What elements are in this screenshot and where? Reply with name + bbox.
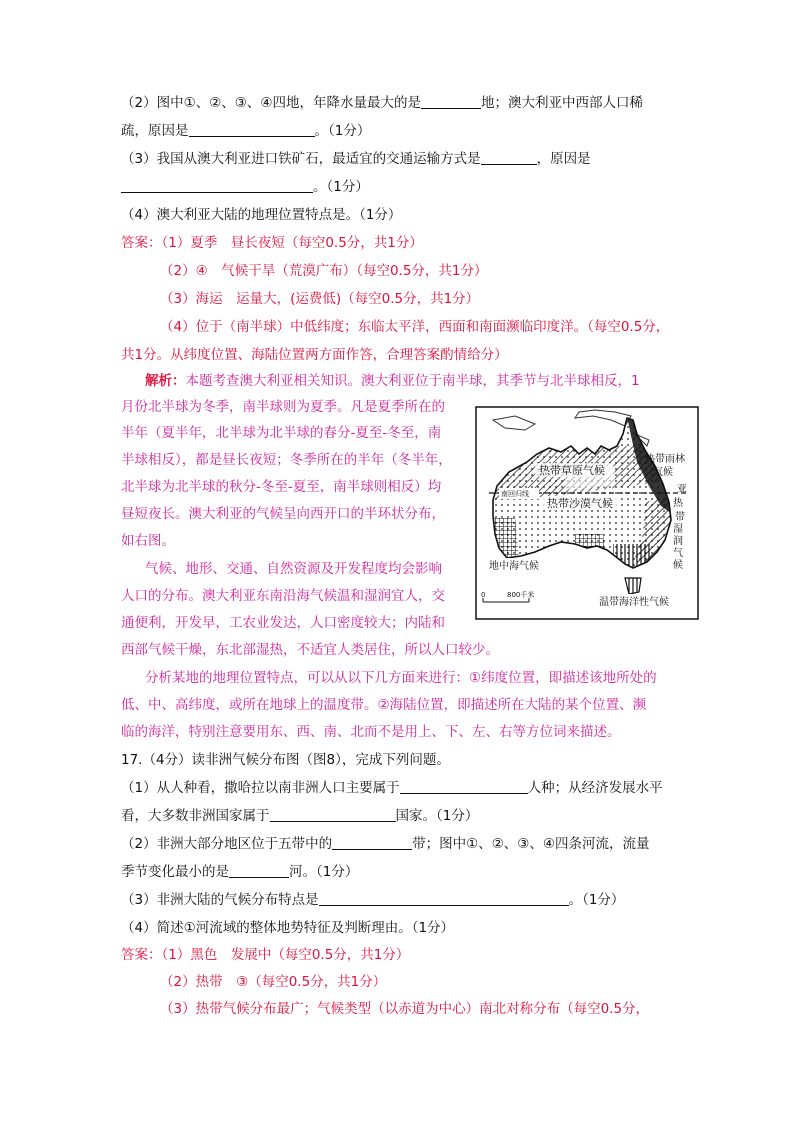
label-subtropical-1: 亚 <box>677 484 687 495</box>
label-subtropical-2: 热 <box>673 498 683 509</box>
answer-blank[interactable] <box>121 178 313 193</box>
answer-blank[interactable] <box>400 779 528 794</box>
analysis-line: 北半球为北半球的秋分-冬至-夏至，南半球则相反）均 <box>121 479 442 495</box>
q17-part3: （3）非洲大陆的气候分布特点是 。（1分） <box>121 892 625 908</box>
q17-part1-line2: 看，大多数非洲国家属于 国家。（1分） <box>121 808 479 824</box>
scale-zero: 0 <box>481 591 486 599</box>
label-tropic: 南回归线 <box>501 490 529 498</box>
q16-answer-2: （2）④ 气候干旱（荒漠广布）（每空0.5分，共1分） <box>160 263 488 279</box>
analysis-line: 月份北半球为冬季，南半球则为夏季。凡是夏季所在的 <box>121 399 445 415</box>
label-savanna: 热带草原气候 <box>539 464 605 477</box>
analysis-label: 解析： <box>145 373 186 389</box>
analysis-line: 如右图。 <box>121 533 175 549</box>
analysis-line: 临的海洋，特别注意要用东、西、南、北而不是用上、下、左、右等方位词来描述。 <box>121 724 621 740</box>
australia-climate-map <box>475 406 699 620</box>
label-temperate-marine: 温带海洋性气候 <box>599 597 669 608</box>
q17-part2-line2: 季节变化最小的是 河。（1分） <box>121 864 359 880</box>
scale-800km: 800千米 <box>507 591 535 599</box>
analysis-line: 气候、地形、交通、自然资源及开发程度均会影响 <box>145 561 442 577</box>
q17-answer-1: 答案：（1）黑色 发展中（每空0.5分，共1分） <box>121 947 410 963</box>
q16-answer-4a: （4）位于（南半球）中低纬度；东临太平洋，西面和南面濒临印度洋。（每空0.5分， <box>160 319 670 335</box>
label-subtropical-7: 候 <box>673 560 683 571</box>
q16-part3-line2: 。（1分） <box>121 177 369 197</box>
analysis-line: 西部气候干燥，东北部湿热，不适宜人类居住，所以人口较少。 <box>121 642 499 658</box>
q16-answer-4b: 共1分。从纬度位置、海陆位置两方面作答，合理答案酌情给分） <box>121 347 508 363</box>
label-rainforest-1: 热带雨林 <box>645 454 685 465</box>
analysis-line: 人口的分布。澳大利亚东南沿海气候温和湿润宜人，交 <box>121 588 445 604</box>
q16-answer-3: （3）海运 运量大，(运费低)（每空0.5分，共1分） <box>160 291 480 307</box>
label-subtropical-4: 湿 <box>673 524 683 535</box>
analysis-line: 低、中、高纬度，或所在地球上的温度带。②海陆位置，即描述所在大陆的某个位置、濒 <box>121 697 647 713</box>
answer-blank[interactable] <box>229 863 289 878</box>
q16-analysis-line1: 解析：本题考查澳大利亚相关知识。澳大利亚位于南半球，其季节与北半球相反，1 <box>145 373 640 389</box>
q16-answer-1: 答案：（1）夏季 昼长夜短（每空0.5分，共1分） <box>121 235 423 251</box>
q17-title: 17.（4分）读非洲气候分布图（图8），完成下列问题。 <box>121 752 450 768</box>
label-subtropical-6: 气 <box>673 548 683 559</box>
analysis-line: 半年（夏半年，北半球为北半球的春分-夏至-冬至，南 <box>121 425 442 441</box>
q17-answer-3: （3）热带气候分布最广；气候类型（以赤道为中心）南北对称分布（每空0.5分， <box>160 1001 650 1017</box>
analysis-line: 昼短夜长。澳大利亚的气候呈向西开口的半环状分布， <box>121 506 445 522</box>
q17-part4: （4）简述①河流域的整体地势特征及判断理由。（1分） <box>121 920 455 936</box>
answer-blank[interactable] <box>421 94 481 109</box>
q16-part2-line2: 疏，原因是 。（1分） <box>121 123 371 139</box>
analysis-line: 半球相反），都是昼长夜短；冬季所在的半年（冬半年， <box>121 452 452 468</box>
q16-part2-line1: （2）图中①、②、③、④四地，年降水量最大的是 地；澳大利亚中西部人口稀 <box>121 95 643 111</box>
answer-blank[interactable] <box>270 807 396 822</box>
label-mediterranean: 地中海气候 <box>489 561 539 572</box>
label-subtropical-3: 带 <box>675 512 685 523</box>
analysis-line: 通便利，开发早，工农业发达，人口密度较大；内陆和 <box>121 615 445 631</box>
answer-blank[interactable] <box>319 891 569 906</box>
q17-answer-2: （2）热带 ③（每空0.5分，共1分） <box>160 974 387 990</box>
label-rainforest-2: 气候 <box>653 467 673 478</box>
q17-part2-line1: （2）非洲大部分地区位于五带中的 带；图中①、②、③、④四条河流，流量 <box>121 836 650 852</box>
answer-blank[interactable] <box>481 150 537 165</box>
analysis-line: 分析某地的地理位置特点，可以从以下几方面来进行：①纬度位置，即描述该地所处的 <box>145 670 657 686</box>
label-desert: 热带沙漠气候 <box>547 497 613 510</box>
q16-part3-line1: （3）我国从澳大利亚进口铁矿石，最适宜的交通运输方式是 ，原因是 <box>121 151 591 167</box>
answer-blank[interactable] <box>189 122 315 137</box>
q16-part4: （4）澳大利亚大陆的地理位置特点是。（1分） <box>121 207 402 223</box>
label-subtropical-5: 润 <box>673 536 683 547</box>
answer-blank[interactable] <box>332 835 412 850</box>
q17-part1-line1: （1）从人种看，撒哈拉以南非洲人口主要属于 人种；从经济发展水平 <box>121 780 663 796</box>
